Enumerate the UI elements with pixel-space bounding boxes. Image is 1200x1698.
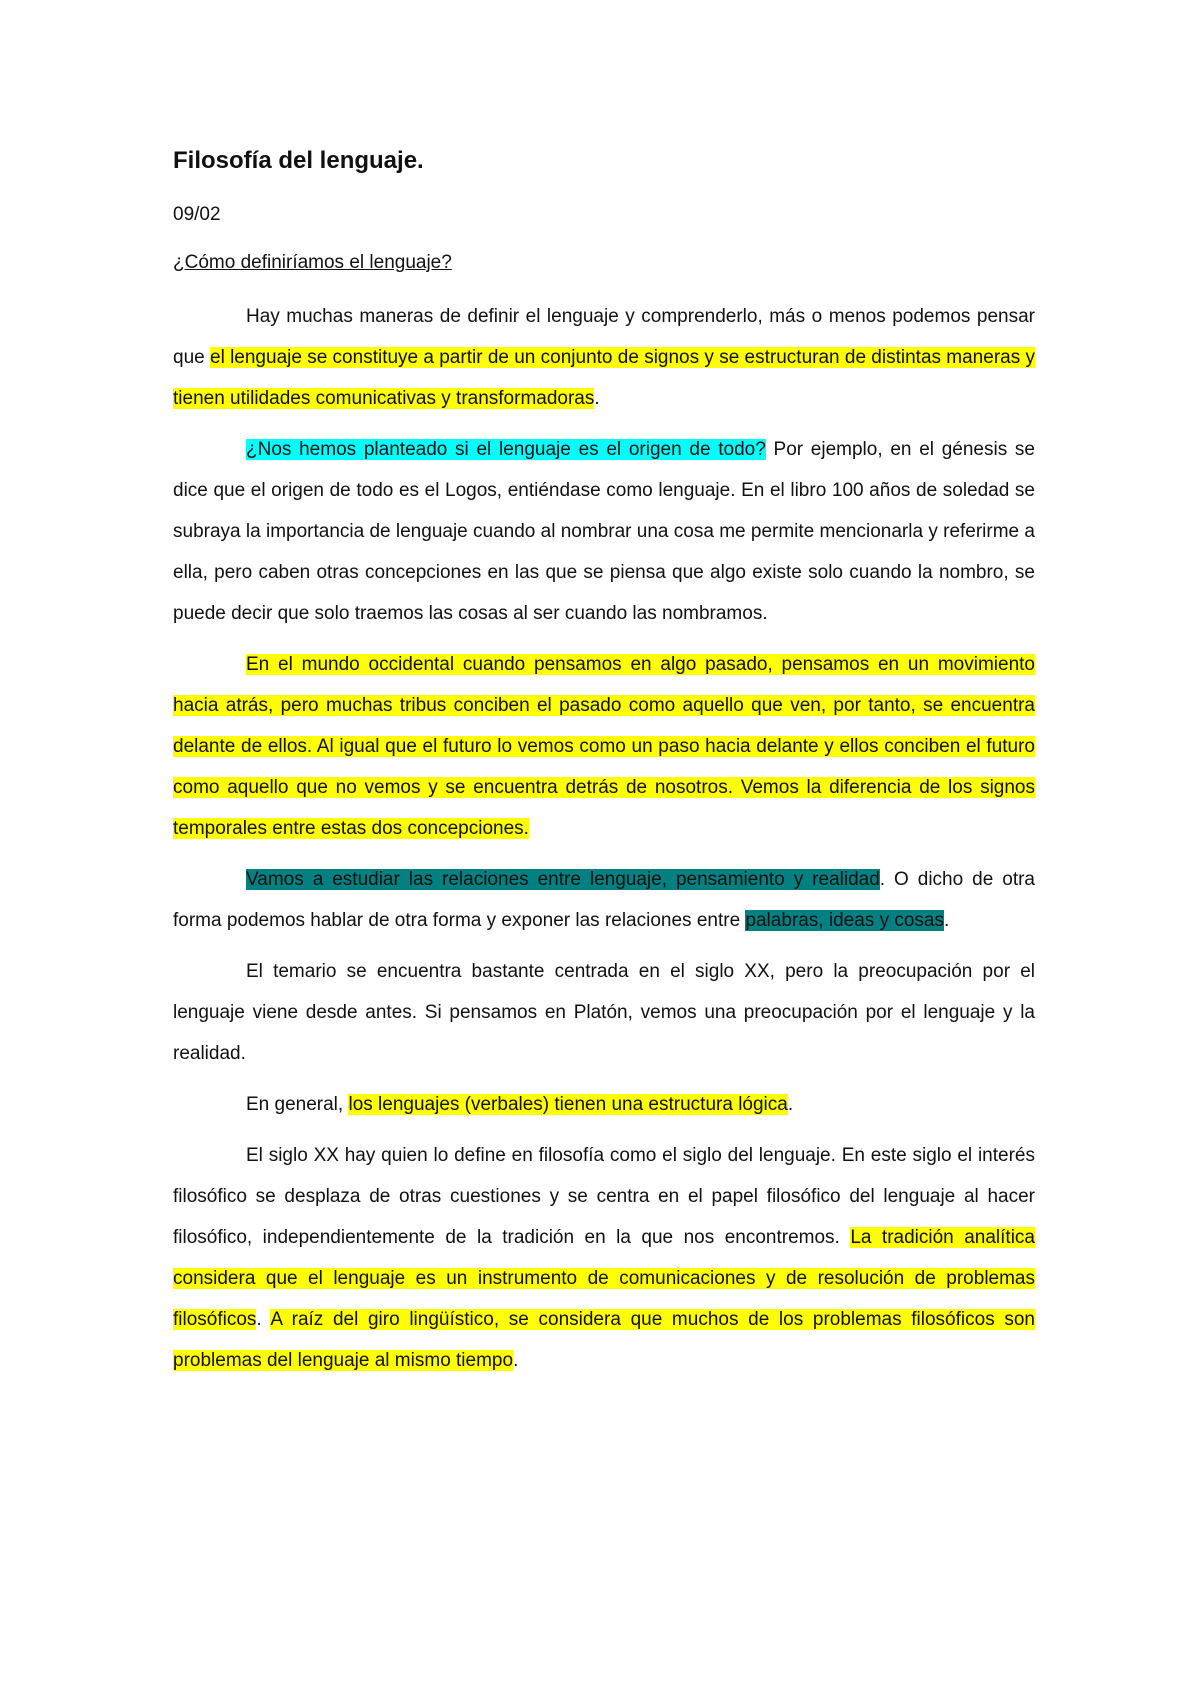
highlighted-text: Vamos a estudiar las relaciones entre lenguaje, pensamiento y realidad [246,869,880,890]
text-run: Hay muchas maneras de definir el lenguaje y comprenderlo, más o menos podemos pensar que [173,306,1035,368]
paragraph [173,296,1035,419]
date-line: 09/02 [173,204,221,225]
highlighted-text: En el mundo occidental cuando pensamos en algo pasado, pensamos en un movimiento hacia atrás, pero muchas tribus conciben el pasado como aquello que ven, por tanto, se encuentra delante de ellos. Al igual que el futuro lo vemos como un paso hacia delante y ellos conciben el futuro como aquello que no vemos y se encuentra detrás de nosotros. Vemos la diferencia de los signos temporales entre estas dos concepciones. [173,654,1035,839]
highlighted-text: el lenguaje se constituye a partir de un conjunto de signos y se estructuran de distintas maneras y tienen utilidades comunicativas y transformadoras [173,347,1035,409]
document-title: Filosofía del lenguaje. [173,147,424,174]
highlighted-text: los lenguajes (verbales) tienen una estructura lógica [348,1094,788,1115]
paragraph [173,1135,1035,1381]
paragraph [173,951,1035,1074]
highlighted-text: La tradición analítica considera que el lenguaje es un instrumento de comunicaciones y de resolución de problemas filosóficos [173,1227,1035,1330]
text-run: El temario se encuentra bastante centrada en el siglo XX, pero la preocupación por el lenguaje viene desde antes. Si pensamos en Platón, vemos una preocupación por el lenguaje y la realidad. [173,961,1035,1064]
text-run: . [943,910,950,931]
document-body [173,146,1035,1391]
text-run: El siglo XX hay quien lo define en filosofía como el siglo del lenguaje. En este siglo el interés filosófico se desplaza de otras cuestiones y se centra en el papel filosófico del lenguaje al hacer filosófico, independientemente de la tradición en la que nos encontremos. [173,1145,1035,1248]
text-run: En general, [246,1094,349,1115]
text-run: . [256,1309,271,1330]
section-question: ¿Cómo definiríamos el lenguaje? [173,252,452,273]
text-run: . [787,1094,794,1115]
text-run: Por ejemplo, en el génesis se dice que el origen de todo es el Logos, entiéndase como lenguaje. En el libro 100 años de soledad se subraya la importancia de lenguaje cuando al nombrar una cosa me permite mencionarla y referirme a ella, pero caben otras concepciones en las que se piensa que algo existe solo cuando la nombro, se puede decir que solo traemos las cosas al ser cuando las nombramos. [173,439,1035,624]
text-run: . [594,388,600,409]
paragraph [173,859,1035,941]
paragraph [173,429,1035,634]
text-run: . [513,1350,519,1371]
paragraph [173,1084,1035,1125]
highlighted-text: palabras, ideas y cosas [745,910,944,931]
text-run: . O dicho de otra forma podemos hablar de otra forma y exponer las relaciones entre [173,869,1035,931]
highlighted-text: A raíz del giro lingüístico, se considera que muchos de los problemas filosóficos son problemas del lenguaje al mismo tiempo [173,1309,1035,1371]
paragraph-list [173,296,1035,1381]
highlighted-text: ¿Nos hemos planteado si el lenguaje es el origen de todo? [246,439,766,460]
paragraph [173,644,1035,849]
